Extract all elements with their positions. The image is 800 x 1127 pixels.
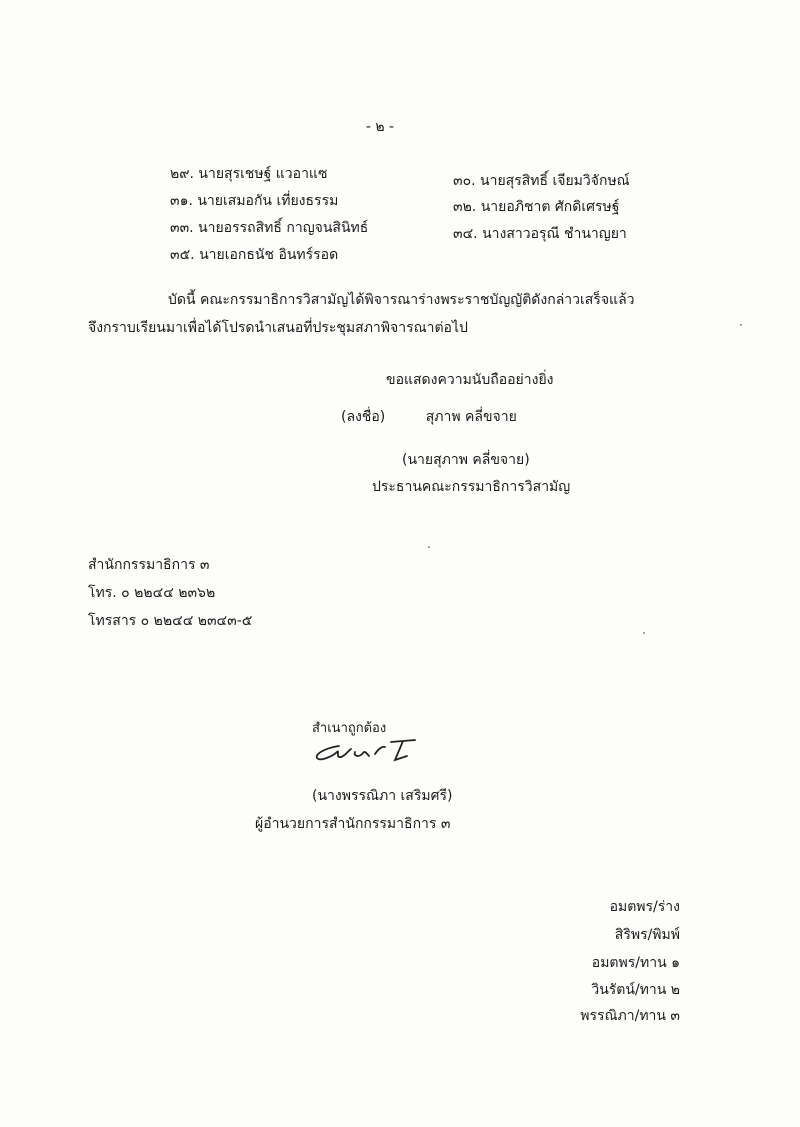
- typist-item: วินรัตน์/ทาน ๒: [591, 982, 680, 998]
- body-paragraph-line: จึงกราบเรียนมาเพื่อได้โปรดนำเสนอที่ประชุมสภาพิจารณาต่อไป: [88, 320, 468, 336]
- scan-speck: [643, 632, 645, 634]
- typist-item: อมตพร/ร่าง: [609, 899, 680, 915]
- member-item: ๓๕. นายเอกธนัช อินทร์รอด: [170, 247, 339, 263]
- member-item: ๓๑. นายเสมอกัน เที่ยงธรรม: [170, 193, 339, 209]
- office-phone: โทร. ๐ ๒๒๔๔ ๒๓๖๒: [88, 585, 216, 601]
- body-paragraph-line: บัดนี้ คณะกรรมาธิการวิสามัญได้พิจารณาร่างพระราชบัญญัติดังกล่าวเสร็จแล้ว: [168, 292, 635, 308]
- office-fax: โทรสาร ๐ ๒๒๔๔ ๒๓๔๓-๕: [88, 613, 253, 629]
- scan-speck: [428, 546, 430, 548]
- certified-copy-label: สำเนาถูกต้อง: [312, 721, 387, 736]
- signed-line: [341, 406, 517, 428]
- signed-label: (ลงชื่อ): [341, 409, 386, 425]
- signed-name: สุภาพ คลี่ขจาย: [425, 409, 517, 425]
- member-item: ๓๓. นายอรรถสิทธิ์ กาญจนสินิทธ์: [170, 220, 369, 236]
- member-item: ๓๒. นายอภิชาต ศักดิเศรษฐ์: [453, 199, 620, 215]
- certified-copy-name: (นางพรรณิภา เสริมศรี): [312, 788, 453, 804]
- handwritten-signature-icon: [311, 732, 421, 770]
- scan-speck: [740, 324, 742, 326]
- signer-full-name: (นายสุภาพ คลี่ขจาย): [402, 452, 530, 468]
- member-item: ๒๙. นายสุรเชษฐ์ แวอาแซ: [170, 166, 328, 182]
- office-name: สำนักกรรมาธิการ ๓: [88, 557, 210, 573]
- signer-title: ประธานคณะกรรมาธิการวิสามัญ: [372, 479, 571, 495]
- typist-item: อมตพร/ทาน ๑: [591, 955, 680, 971]
- page-number: - ๒ -: [365, 119, 395, 135]
- member-item: ๓๔. นางสาวอรุณี ชำนาญยา: [453, 226, 627, 242]
- typist-item: พรรณิภา/ทาน ๓: [580, 1008, 680, 1024]
- closing-phrase: ขอแสดงความนับถืออย่างยิ่ง: [386, 372, 554, 388]
- typist-item: สิริพร/พิมพ์: [614, 927, 680, 943]
- member-item: ๓๐. นายสุรสิทธิ์ เจียมวิจักษณ์: [453, 173, 630, 189]
- certified-copy-title: ผู้อำนวยการสำนักกรรมาธิการ ๓: [255, 816, 451, 832]
